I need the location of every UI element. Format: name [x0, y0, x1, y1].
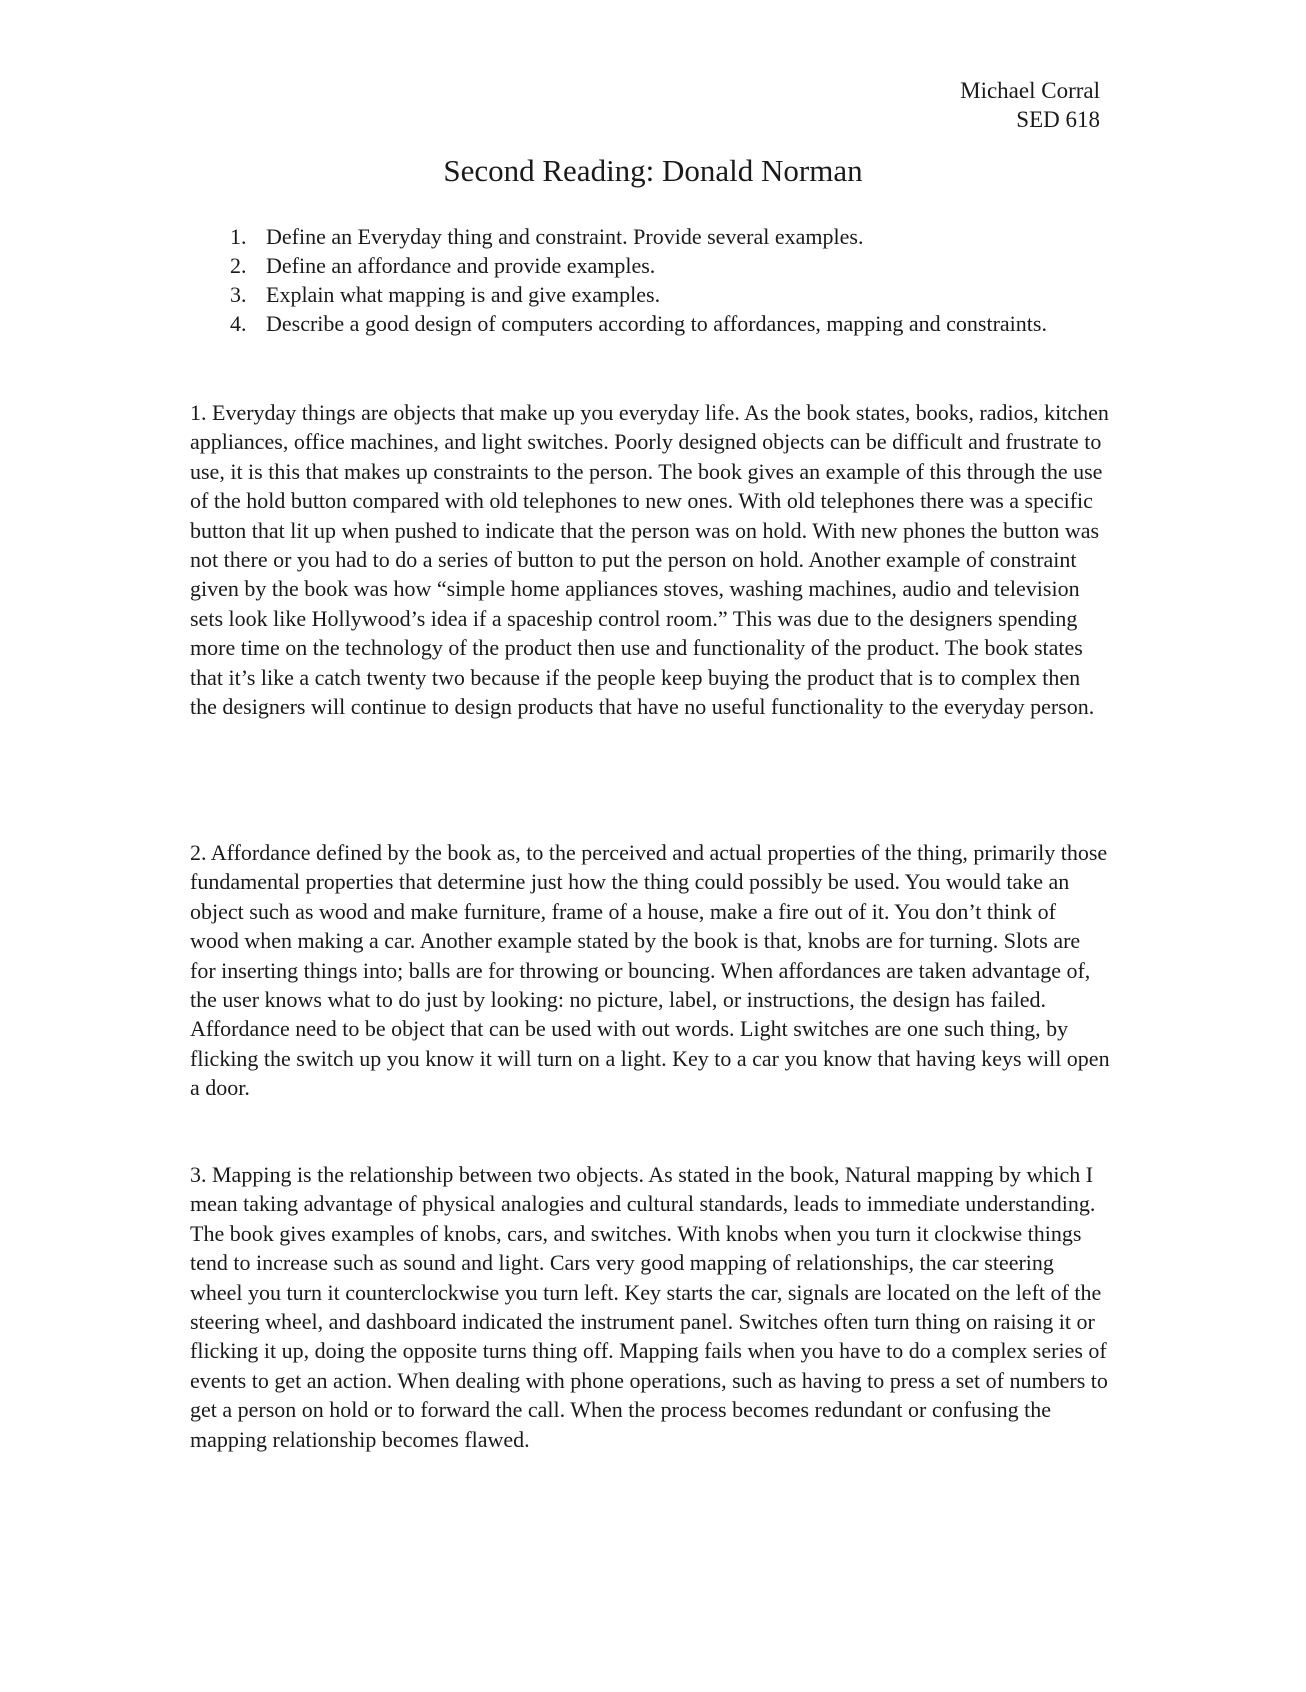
answer-paragraph-3: 3. Mapping is the relationship between two objects. As stated in the book, Natural mapping by which I mean taking advantage of physical analogies and cultural standards, leads to immediate understanding. The book gives examples of knobs, cars, and switches. With knobs when you turn it clockwise things tend to increase such as sound and light. Cars very good mapping of relationships, the car steering wheel you turn it counterclockwise you turn left. Key starts the car, signals are located on the left of the steering wheel, and dashboard indicated the instrument panel. Switches often turn thing on raising it or flicking it up, doing the opposite turns thing off. Mapping fails when you have to do a complex series of events to get an action. When dealing with phone operations, such as having to press a set of numbers to get a person on hold or to forward the call. When the process becomes redundant or confusing the mapping relationship becomes flawed. — [190, 1162, 1108, 1452]
document-header — [960, 76, 1100, 134]
course-code: SED 618 — [1016, 107, 1100, 132]
question-item — [230, 222, 1090, 251]
question-list — [230, 222, 1090, 338]
question-item — [230, 251, 1090, 280]
question-number: 4. — [230, 311, 247, 336]
question-text: Describe a good design of computers according to affordances, mapping and constraints. — [266, 311, 1047, 336]
question-item — [230, 280, 1090, 309]
answer-paragraph-2: 2. Affordance defined by the book as, to the perceived and actual properties of the thing, primarily those fundamental properties that determine just how the thing could possibly be used. You would take an object such as wood and make furniture, frame of a house, make a fire out of it. You don’t think of wood when making a car. Another example stated by the book is that, knobs are for turning. Slots are for inserting things into; balls are for throwing or bouncing. When affordances are taken advantage of, the user knows what to do just by looking: no picture, label, or instructions, the design has failed. Affordance need to be object that can be used with out words. Light switches are one such thing, by flicking the switch up you know it will turn on a light. Key to a car you know that having keys will open a door. — [190, 840, 1110, 1101]
author-name: Michael Corral — [960, 78, 1100, 103]
answer-paragraph-1: 1. Everyday things are objects that make up you everyday life. As the book states, books, radios, kitchen appliances, office machines, and light switches. Poorly designed objects can be difficult and frustrate to use, it is this that makes up constraints to the person. The book gives an example of this through the use of the hold button compared with old telephones to new ones. With old telephones there was a specific button that lit up when pushed to indicate that the person was on hold. With new phones the button was not there or you had to do a series of button to put the person on hold. Another example of constraint given by the book was how “simple home appliances stoves, washing machines, audio and television sets look like Hollywood’s idea if a spaceship control room.” This was due to the designers spending more time on the technology of the product then use and functionality of the product. The book states that it’s like a catch twenty two because if the people keep buying the product that is to complex then the designers will continue to design products that have no useful functionality to the everyday person. — [190, 400, 1109, 720]
question-text: Define an Everyday thing and constraint. Provide several examples. — [266, 224, 864, 249]
page-title: Second Reading: Donald Norman — [443, 153, 863, 188]
question-text: Explain what mapping is and give examples. — [266, 282, 661, 307]
question-item — [230, 309, 1090, 338]
question-number: 3. — [230, 282, 247, 307]
question-number: 2. — [230, 253, 247, 278]
question-text: Define an affordance and provide examples. — [266, 253, 656, 278]
question-number: 1. — [230, 224, 247, 249]
